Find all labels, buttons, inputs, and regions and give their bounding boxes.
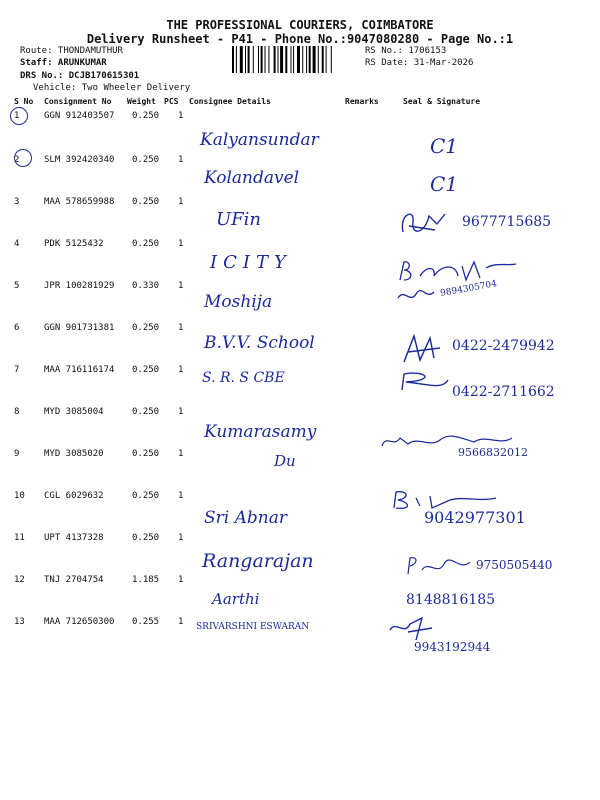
row-sno: 2	[14, 155, 20, 165]
barcode-bar	[265, 46, 266, 73]
signature-initials: C1	[430, 134, 459, 158]
handwritten-name: Kumarasamy	[204, 422, 317, 442]
row-consignment-no: MAA 578659988	[44, 197, 115, 207]
row-pcs: 1	[178, 533, 184, 543]
row-weight: 1.185	[132, 575, 160, 585]
barcode-bar	[248, 46, 250, 73]
barcode-bar	[297, 46, 300, 73]
row-consignment-no: SLM 392420340	[44, 155, 115, 165]
row-weight: 0.250	[132, 407, 160, 417]
barcode-bar	[268, 46, 269, 73]
col-sno: S No	[14, 97, 34, 106]
row-sno: 9	[14, 449, 20, 459]
barcode-bar	[261, 46, 263, 73]
row-2-circle-mark	[14, 149, 32, 167]
signature-initials: C1	[430, 172, 459, 196]
handwritten-phone: 8148816185	[406, 592, 496, 608]
barcode-bar	[331, 46, 332, 73]
handwritten-phone: 9677715685	[462, 214, 552, 230]
barcode-bar	[245, 46, 246, 73]
row-sno: 8	[14, 407, 20, 417]
handwritten-name: Kalyansundar	[200, 130, 319, 150]
row-weight: 0.250	[132, 449, 160, 459]
col-weight: Weight	[127, 97, 156, 106]
barcode-bar	[326, 46, 327, 73]
row-pcs: 1	[178, 365, 184, 375]
row-weight: 0.250	[132, 491, 160, 501]
row-consignment-no: JPR 100281929	[44, 281, 115, 291]
company-title: THE PROFESSIONAL COURIERS, COIMBATORE	[166, 18, 434, 32]
barcode-bar	[253, 46, 254, 73]
barcode-bar	[280, 46, 283, 73]
row-pcs: 1	[178, 575, 184, 585]
handwritten-name: Sri Abnar	[204, 508, 287, 528]
row-sno: 6	[14, 323, 20, 333]
row-1-circle-mark	[10, 107, 28, 125]
staff-text: Staff: ARUNKUMAR	[20, 58, 107, 68]
row-weight: 0.250	[132, 365, 160, 375]
barcode-bar	[309, 46, 311, 73]
row-sno: 7	[14, 365, 20, 375]
handwritten-name: Du	[274, 452, 296, 470]
row-weight: 0.255	[132, 617, 160, 627]
col-consignment: Consignment No	[44, 97, 112, 106]
barcode-bar	[278, 46, 279, 73]
row-sno: 12	[14, 575, 25, 585]
row-pcs: 1	[178, 155, 184, 165]
row-pcs: 1	[178, 239, 184, 249]
row-consignment-no: PDK 5125432	[44, 239, 104, 249]
col-consignee: Consignee Details	[189, 97, 271, 106]
handwritten-name: Moshija	[204, 292, 273, 312]
handwritten-phone: 9042977301	[424, 508, 526, 527]
row-consignment-no: GGN 912403507	[44, 111, 115, 121]
row-consignment-no: MAA 716116174	[44, 365, 115, 375]
col-seal: Seal & Signature	[403, 97, 481, 106]
signature-scribble	[400, 332, 448, 366]
barcode-bar	[291, 46, 292, 73]
row-pcs: 1	[178, 323, 184, 333]
barcode-bar	[240, 46, 243, 73]
row-pcs: 1	[178, 449, 184, 459]
route-text: Route: THONDAMUTHUR	[20, 46, 123, 56]
row-pcs: 1	[178, 281, 184, 291]
row-sno: 1	[14, 111, 20, 121]
row-weight: 0.330	[132, 281, 160, 291]
barcode-bar	[302, 46, 303, 73]
barcode-bar	[318, 46, 319, 73]
handwritten-name: Kolandavel	[204, 168, 300, 188]
row-pcs: 1	[178, 111, 184, 121]
handwritten-phone: 0422-2711662	[452, 384, 555, 400]
barcode-bar	[232, 46, 234, 73]
handwritten-phone: 9943192944	[414, 640, 491, 654]
barcode-bar	[313, 46, 316, 73]
barcode-bar	[322, 46, 324, 73]
vehicle-text: Vehicle: Two Wheeler Delivery	[33, 83, 191, 93]
handwritten-name: S. R. S CBE	[202, 370, 285, 386]
row-weight: 0.250	[132, 323, 160, 333]
row-sno: 4	[14, 239, 20, 249]
barcode-bar	[293, 46, 294, 73]
handwritten-name: SRIVARSHNI ESWARAN	[196, 622, 310, 632]
handwritten-phone: 9894305704	[439, 279, 498, 299]
barcode-bar	[306, 46, 307, 73]
row-sno: 10	[14, 491, 25, 501]
col-pcs: PCS	[164, 97, 179, 106]
row-consignment-no: MAA 712650300	[44, 617, 115, 627]
runsheet-subtitle: Delivery Runsheet - P41 - Phone No.:9047080280 - Page No.:1	[86, 32, 514, 46]
row-consignment-no: UPT 4137328	[44, 533, 104, 543]
barcode-bar	[258, 46, 259, 73]
barcode-bar	[285, 46, 287, 73]
signature-scribble	[404, 554, 474, 578]
handwritten-phone: 9750505440	[476, 558, 553, 572]
row-weight: 0.250	[132, 111, 160, 121]
drs-text: DRS No.: DCJB170615301	[20, 71, 140, 81]
handwritten-name: UFin	[216, 209, 262, 230]
handwritten-name: ICITY	[210, 252, 292, 273]
row-weight: 0.250	[132, 197, 160, 207]
row-sno: 11	[14, 533, 25, 543]
row-consignment-no: CGL 6029632	[44, 491, 104, 501]
row-consignment-no: TNJ 2704754	[44, 575, 104, 585]
row-sno: 13	[14, 617, 25, 627]
row-weight: 0.250	[132, 155, 160, 165]
row-consignment-no: MYD 3085020	[44, 449, 104, 459]
barcode	[232, 46, 360, 73]
row-sno: 5	[14, 281, 20, 291]
signature-scribble	[398, 370, 450, 394]
signature-scribble	[395, 204, 457, 240]
row-weight: 0.250	[132, 239, 160, 249]
handwritten-phone: 9566832012	[458, 446, 528, 459]
row-weight: 0.250	[132, 533, 160, 543]
row-pcs: 1	[178, 617, 184, 627]
handwritten-phone: 0422-2479942	[452, 338, 555, 354]
row-sno: 3	[14, 197, 20, 207]
barcode-bar	[274, 46, 276, 73]
signature-scribble	[396, 286, 436, 306]
row-pcs: 1	[178, 197, 184, 207]
row-consignment-no: GGN 901731381	[44, 323, 115, 333]
row-consignment-no: MYD 3085004	[44, 407, 104, 417]
handwritten-name: Rangarajan	[202, 550, 314, 572]
row-pcs: 1	[178, 491, 184, 501]
barcode-bar	[236, 46, 237, 73]
rs-date: RS Date: 31-Mar-2026	[365, 58, 474, 68]
signature-scribble	[396, 258, 520, 284]
rs-number: RS No.: 1706153	[365, 46, 447, 56]
col-remarks: Remarks	[345, 97, 379, 106]
row-pcs: 1	[178, 407, 184, 417]
handwritten-name: B.V.V. School	[204, 333, 315, 353]
handwritten-name: Aarthi	[212, 590, 260, 608]
